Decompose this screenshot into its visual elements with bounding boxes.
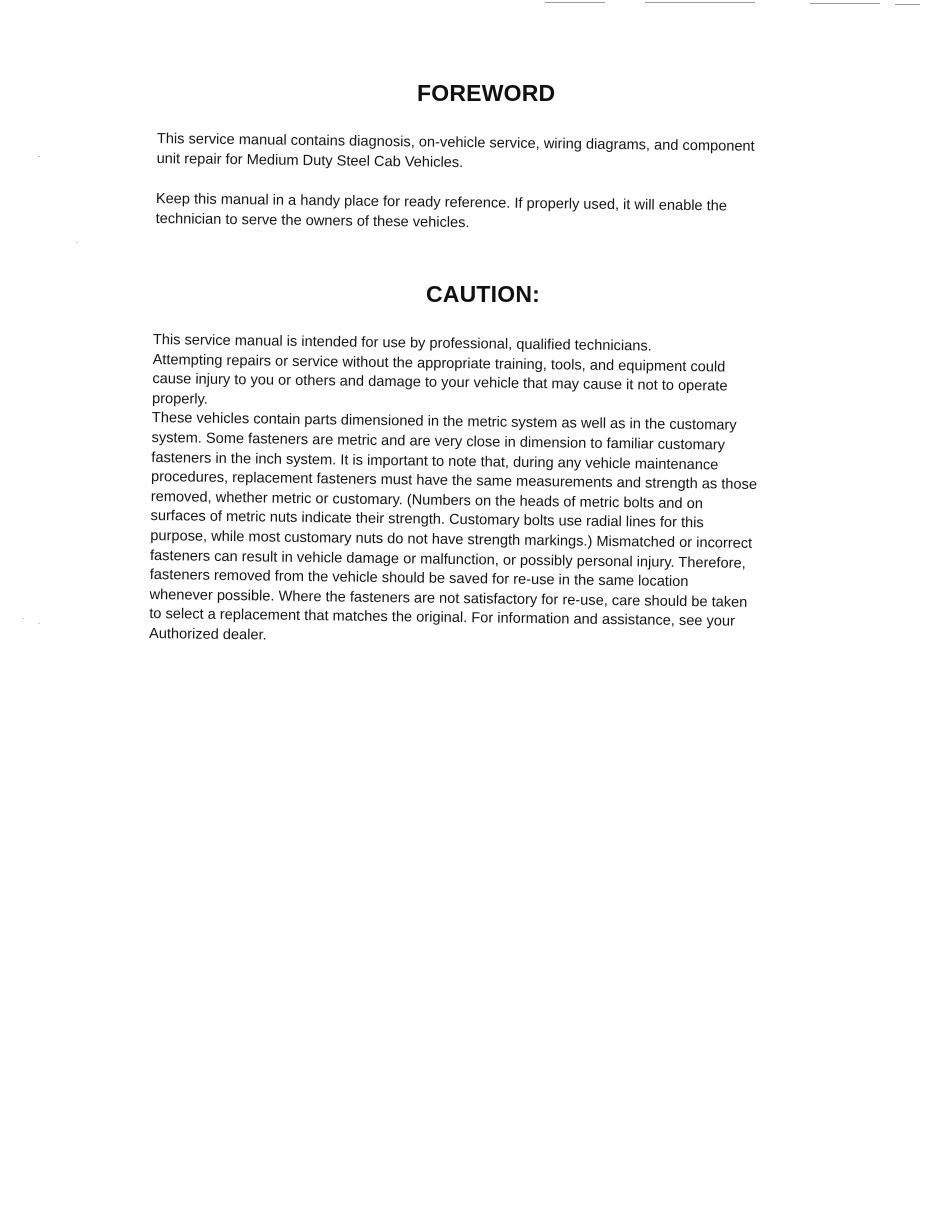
scan-artifact <box>76 242 78 243</box>
foreword-paragraph-1 <box>156 130 754 177</box>
text-line: technician to serve the owners of these vehicles. <box>155 210 470 231</box>
foreword-paragraph-2 <box>155 190 727 237</box>
scan-artifact <box>645 2 755 3</box>
text-line: This service manual is intended for use by professional, qualified technicians. <box>152 331 652 355</box>
text-line: Attempting repairs or service without the appropriate training, tools, and equipment could <box>152 351 726 376</box>
text-line: cause injury to you or others and damage to your vehicle that may cause it not to operate <box>152 371 728 395</box>
text-line: These vehicles contain parts dimensioned in the metric system as well as in the customary <box>151 410 737 435</box>
text-line: procedures, replacement fasteners must have the same measurements and strength as those <box>150 469 758 494</box>
text-line: surfaces of metric nuts indicate their strength. Customary bolts use radial lines for this <box>150 508 704 532</box>
scan-artifact <box>38 156 40 157</box>
foreword-heading: FOREWORD <box>417 80 556 106</box>
scan-artifact <box>22 618 24 619</box>
text-line: whenever possible. Where the fasteners are not satisfactory for re-use, care should be taken <box>149 586 748 611</box>
text-line: This service manual contains diagnosis, on-vehicle service, wiring diagrams, and component <box>156 130 755 155</box>
caution-paragraph <box>149 331 759 652</box>
text-line: unit repair for Medium Duty Steel Cab Vehicles. <box>156 150 464 171</box>
caution-heading: CAUTION: <box>426 281 541 307</box>
text-line: fasteners removed from the vehicle should be saved for re-use in the same location <box>149 567 689 591</box>
text-line: fasteners can result in vehicle damage or malfunction, or possibly personal injury. Therefore, <box>149 547 746 572</box>
scan-artifact <box>810 3 880 4</box>
text-line: purpose, while most customary nuts do not have strength markings.) Mismatched or incorrect <box>150 527 753 552</box>
scan-artifact <box>895 4 920 5</box>
text-line: to select a replacement that matches the original. For information and assistance, see your <box>149 606 736 630</box>
text-line: removed, whether metric or customary. (Numbers on the heads of metric bolts and on <box>150 488 703 512</box>
text-line: system. Some fasteners are metric and are very close in dimension to familiar customary <box>151 429 726 454</box>
scan-artifact <box>545 2 605 3</box>
scan-artifact <box>38 623 40 624</box>
text-line: Keep this manual in a handy place for ready reference. If properly used, it will enable the <box>155 190 728 215</box>
text-line: properly. <box>152 390 208 408</box>
text-line: Authorized dealer. <box>148 625 267 644</box>
text-line: fasteners in the inch system. It is important to note that, during any vehicle maintenance <box>151 449 719 473</box>
